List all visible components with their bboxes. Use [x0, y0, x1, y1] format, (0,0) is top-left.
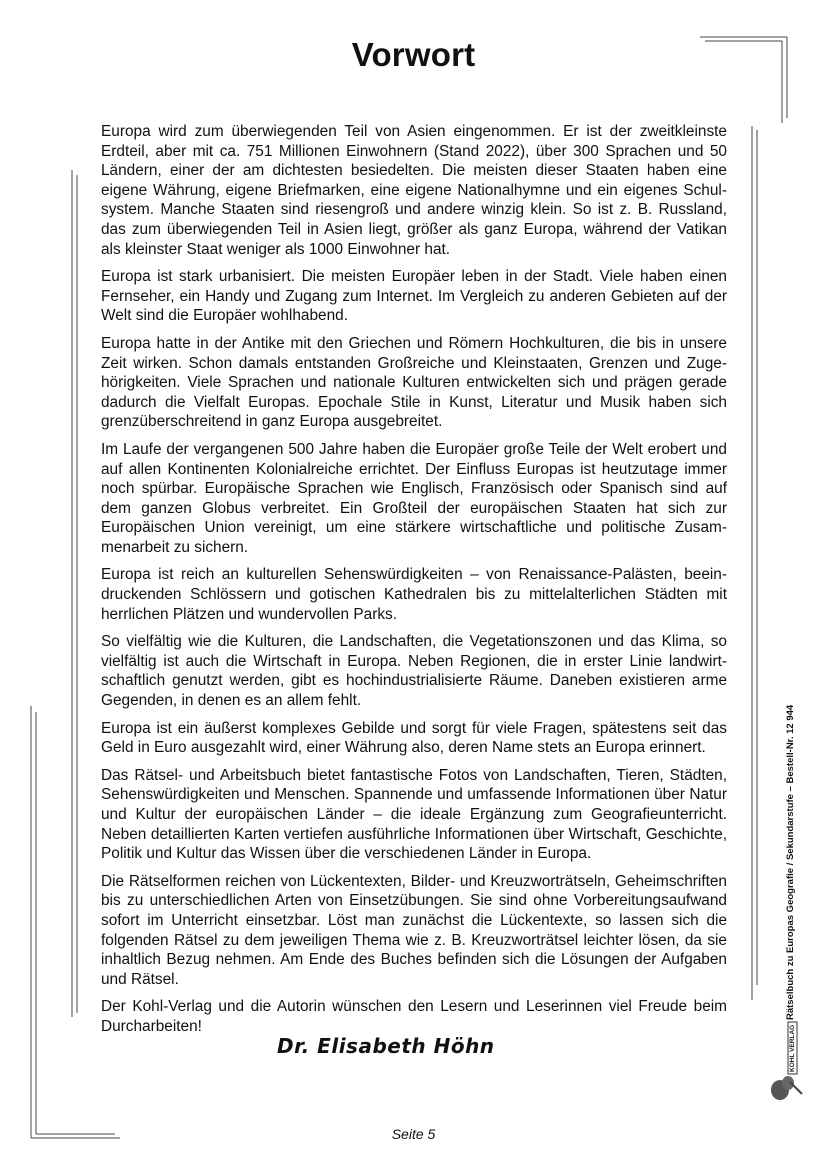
kohl-logo-icon — [768, 1020, 808, 1105]
paragraph: Europa ist ein äußerst komplexes Gebilde und sorgt für viele Fragen, spätestens seit das Geld in Euro ausgezahlt wird, einer Währung also, deren Name stets an Europa erinnert. — [101, 719, 727, 757]
paragraph: Die Rätselformen reichen von Lückentexten, Bilder- und Kreuzworträtseln, Geheimschriften bis zu unterschiedlichen Arten von Einsetzübungen. Sie sind ohne Vorbereitungsaufwand sofort im Unterricht einsetzbar. Löst man zunächst die Lückentexte, so lassen sich die folgenden Rätsel zu dem jeweiligen Thema wie z. B. Kreuzworträtsel leichter lösen, da sie inhaltlich Bezug nehmen. Am Ende des Buches befinden sich die Lösungen der Aufgaben und Rätsel. — [101, 872, 727, 988]
paragraph: Europa wird zum überwiegenden Teil von Asien eingenommen. Er ist der zweitkleinste Erdteil, aber mit ca. 751 Millionen Einwohnern (Stand 2022), über 300 Sprachen und 50 Ländern, einer der am dichtesten besiedelten. Die meisten dieser Staaten haben eine eigene Währung, eigene Briefmarken, eine eigene Nationalhymne und ein eigenes Schulsystem. Manche Staaten sind riesengroß und andere winzig klein. So ist z. B. Russland, das zum überwiegenden Teil in Asien liegt, größer als ganz Europa, während der Vatikan als kleinster Staat weniger als 1000 Einwohner hat. — [101, 123, 727, 258]
paragraph: Europa hatte in der Antike mit den Griechen und Römern Hochkulturen, die bis in unsere Zeit wirken. Schon damals entstanden Großreiche und Kleinstaaten, Grenzen und Zugehörigkeiten. Viele Sprachen und nationale Kulturen entwickelten sich und prägen gerade dadurch die Vielfalt Europas. Epochale Stile in Kunst, Literatur und Musik haben sich grenzüberschreitend in ganz Europa ausgebreitet. — [101, 334, 727, 431]
body-text — [101, 122, 727, 1045]
author-signature: Dr. Elisabeth Höhn — [277, 1034, 495, 1058]
paragraph: Im Laufe der vergangenen 500 Jahre haben die Europäer große Teile der Welt erobert und auf allen Kontinenten Kolonialreiche errichtet. Der Einfluss Europas ist heutzutage immer noch spürbar. Europäische Sprachen wie Englisch, Französisch oder Spanisch sind auf dem ganzen Globus verbreitet. Ein Großteil der europäischen Staaten hat sich zur Europäischen Union vereinigt, um eine stärkere wirtschaftliche und politische Zusammenarbeit zu sichern. — [101, 440, 727, 556]
sidebar-caption: Rätselbuch zu Europas Geografie / Sekundarstufe – Bestell-Nr. 12 944 — [785, 704, 796, 1020]
logo-text: KOHL VERLAG — [789, 1024, 796, 1072]
paragraph: Europa ist stark urbanisiert. Die meisten Europäer leben in der Stadt. Viele haben einen Fernseher, ein Handy und Zugang zum Internet. Im Vergleich zu anderen Gebieten auf der Welt sind die Europäer wohlhabend. — [101, 268, 727, 325]
publisher-logo — [768, 1020, 808, 1105]
paragraph: Europa ist reich an kulturellen Sehenswürdigkeiten – von Renaissance-Palästen, beeindruckenden Schlössern und gotischen Kathedralen bis zu mittelalterlichen Städten mit herrlichen Plätzen und wundervollen Parks. — [101, 566, 727, 623]
page-title: Vorwort — [351, 36, 476, 73]
paragraph: Der Kohl-Verlag und die Autorin wünschen den Lesern und Leserinnen viel Freude beim Durcharbeiten! — [101, 998, 727, 1035]
page-number: Seite 5 — [391, 1126, 436, 1142]
paragraph: So vielfältig wie die Kulturen, die Landschaften, die Vegetationszonen und das Klima, so vielfältig ist auch die Wirtschaft in Europa. Neben Regionen, die in erster Linie landwirtschaftlich genutzt werden, gibt es hochindustrialisierte Räume. Daneben existieren arme Gegenden, in denen es an allem fehlt. — [101, 633, 727, 710]
paragraph: Das Rätsel- und Arbeitsbuch bietet fantastische Fotos von Landschaften, Tieren, Städten, Sehenswürdigkeiten und Menschen. Spannende und umfassende Informationen über Natur und Kultur der europäischen Länder – die ideale Ergänzung zum Geografieunterricht. Neben detaillierten Karten vertiefen ausführliche Informationen über Wirtschaft, Geschichte, Politik und Kultur das Wissen über die verschiedenen Länder in Europa. — [101, 766, 727, 863]
